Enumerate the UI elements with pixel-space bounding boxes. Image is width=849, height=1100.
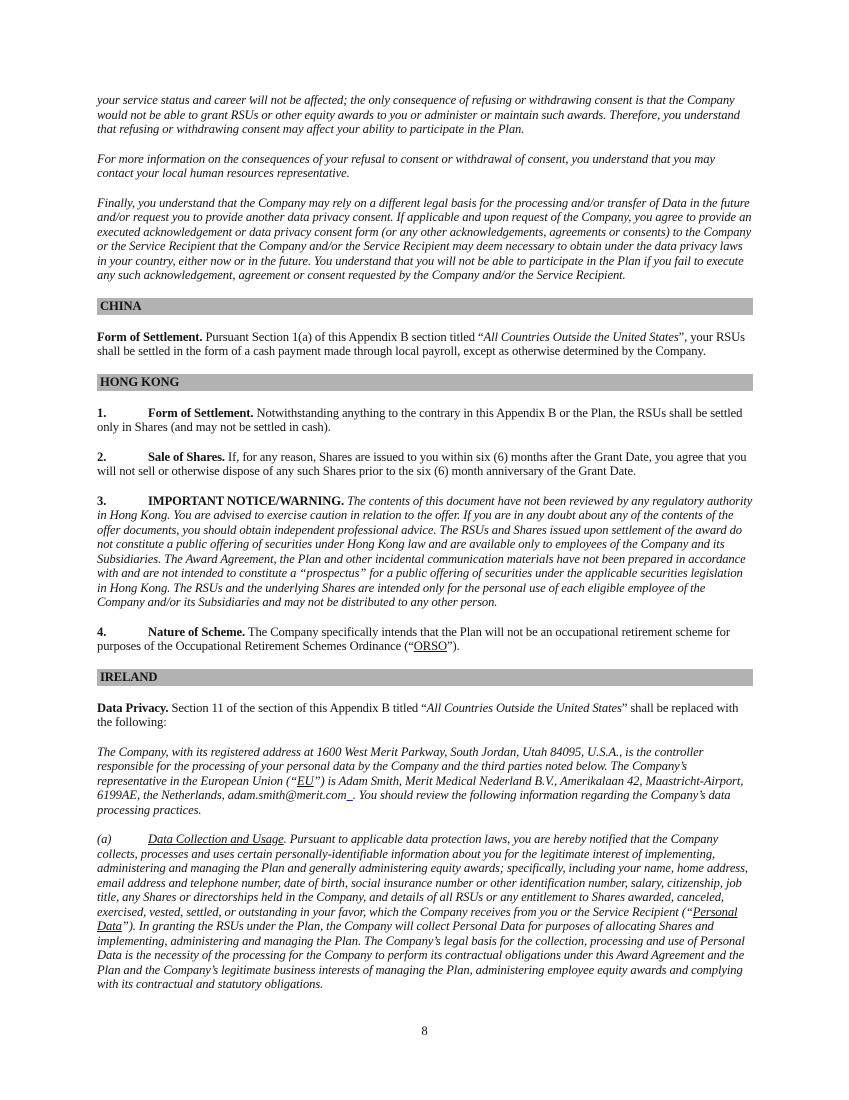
text-run: Section 11 of the section of this Appendix B titled “ <box>168 700 427 715</box>
text-run: _ <box>346 788 353 802</box>
section-header-china <box>97 298 753 315</box>
text-run: The Company specifically intends that the Plan will not be an occupational retirement scheme for purposes of the Occupational Retirement Schemes Ordinance (“ <box>97 624 730 653</box>
text-run: 2. <box>97 449 107 464</box>
text-run: The contents of this document have not been reviewed by any regulatory authority in Hong Kong. You are advised to exercise caution in relation to the offer. If you are in any doubt about any of the contents of the offer documents, you should obtain independent professional advice. The RSUs and Shares issued upon settlement of the award do not constitute a public offering of securities under Hong Kong law and are available only to employees of the Company and its Subsidiaries. The Award Agreement, the Plan and other incidental communication materials have not been prepared in accordance with and are not intended to constitute a “prospectus” for a public offering of securities under the applicable securities legislation in Hong Kong. The RSUs and the underlying Shares are intended only for the personal use of each eligible employee of the Company and/or its Subsidiaries and may not be distributed to any other person. <box>97 493 753 609</box>
paragraph-china-form-of-settlement <box>97 330 753 359</box>
paragraph-ireland-controller <box>97 745 753 818</box>
text-run: All Countries Outside the United States <box>483 329 679 344</box>
text-run: 3. <box>97 493 107 508</box>
text-run: ”). In granting the RSUs under the Plan, the Company will collect Personal Data for purposes of allocating Shares and implementing, administering and managing the Plan. The Company’s legal basis for the collection, processing and use of Personal Data is the necessity of the processing for the Company to perform its contractual obligations under this Award Agreement and the Plan and the Company’s legitimate business interests of managing the Plan, administering employee equity awards and complying with its contractual and statutory obligations. <box>97 919 745 991</box>
text-run: Data Collection and Usage <box>148 832 284 846</box>
section-header-hong-kong <box>97 374 753 391</box>
text-run: ”). <box>446 639 460 653</box>
text-run: ”) is Adam Smith, Merit Medical Nederland B.V., Amerikalaan 42, Maastricht-Airport, 6199AE, the Netherlands, adam.smith@merit.com <box>97 773 744 802</box>
text-run: (a) <box>97 832 112 846</box>
text-run: If, for any reason, Shares are issued to you within six (6) months after the Grant Date, you agree that you will not sell or otherwise dispose of any such Shares prior to the six (6) month anniversary of the Grant Date. <box>97 449 747 478</box>
document-body <box>97 93 753 1007</box>
paragraph-consent-consequences <box>97 93 753 137</box>
text-run: Notwithstanding anything to the contrary in this Appendix B or the Plan, the RSUs shall be settled only in Shares (and may not be settled in cash). <box>97 405 743 434</box>
paragraph-hk-item-3-important-notice <box>97 494 753 610</box>
text-run: 4. <box>97 624 107 639</box>
text-run: Personal Data <box>97 904 738 933</box>
text-run: The Company, with its registered address at 1600 West Merit Parkway, South Jordan, Utah 84095, U.S.A., is the controller responsible for the processing of your personal data by the Company and the third parties noted below. The Company’s representative in the European Union (“ <box>97 744 704 788</box>
paragraph-hk-item-1-form-of-settlement <box>97 406 753 435</box>
text-run: Form of Settlement. <box>97 329 203 344</box>
text-run: All Countries Outside the United States <box>426 700 622 715</box>
text-run: ” shall be replaced with the following: <box>97 700 739 729</box>
text-run: your service status and career will not be affected; the only consequence of refusing or withdrawing consent is that the Company would not be able to grant RSUs or other equity awards to you or administer or maintain such awards. Therefore, you understand that refusing or withdrawing consent may affect your ability to participate in the Plan. <box>97 93 740 136</box>
text-run: Pursuant Section 1(a) of this Appendix B section titled “ <box>202 329 484 344</box>
section-header-label: HONG KONG <box>100 374 180 389</box>
paragraph-hk-item-2-sale-of-shares <box>97 450 753 479</box>
text-run: IMPORTANT NOTICE/WARNING. <box>148 493 345 508</box>
section-header-ireland <box>97 669 753 686</box>
text-run: ORSO <box>413 639 447 653</box>
text-run: Sale of Shares. <box>148 449 225 464</box>
section-header-label: CHINA <box>100 298 142 313</box>
text-run: Nature of Scheme. <box>148 624 246 639</box>
section-header-label: IRELAND <box>100 669 158 684</box>
text-run: 1. <box>97 405 107 420</box>
paragraph-more-information <box>97 152 753 181</box>
text-run: Form of Settlement. <box>148 405 254 420</box>
text-run: EU <box>297 773 314 788</box>
page-number: 8 <box>421 1024 428 1038</box>
paragraph-ireland-data-collection-usage <box>97 832 753 992</box>
paragraph-ireland-data-privacy <box>97 701 753 730</box>
text-run: For more information on the consequences of your refusal to consent or withdrawal of consent, you understand that you may contact your local human resources representative. <box>97 151 715 180</box>
paragraph-finally-legal-basis <box>97 196 753 283</box>
text-run: . You should review the following information regarding the Company’s data processing practices. <box>97 788 731 817</box>
paragraph-hk-item-4-nature-of-scheme <box>97 625 753 654</box>
text-run: ”, your RSUs shall be settled in the form of a cash payment made through local payroll, except as otherwise determined by the Company. <box>97 329 745 358</box>
text-run: . Pursuant to applicable data protection laws, you are hereby notified that the Company collects, processes and uses certain personally-identifiable information about you for the legitimate interest of implementing, administering and managing the Plan and generally administering equity awards; specifically, including your name, home address, email address and telephone number, date of birth, social insurance number or other identification number, salary, citizenship, job title, any Shares or directorships held in the Company, and details of all RSUs or any entitlement to Shares awarded, canceled, exercised, vested, settled, or outstanding in your favor, which the Company receives from you or the Service Recipient (“ <box>97 832 748 919</box>
text-run: Finally, you understand that the Company may rely on a different legal basis for the processing and/or transfer of Data in the future and/or request you to provide another data privacy consent. If applicable and upon request of the Company, you agree to provide an executed acknowledgement or data privacy consent form (or any other acknowledgements, agreements or consents) to the Company or the Service Recipient that the Company and/or the Service Recipient may deem necessary to obtain under the data privacy laws in your country, either now or in the future. You understand that you will not be able to participate in the Plan if you fail to execute any such acknowledgement, agreement or consent requested by the Company and/or the Service Recipient. <box>97 195 752 282</box>
text-run: Data Privacy. <box>97 700 169 715</box>
